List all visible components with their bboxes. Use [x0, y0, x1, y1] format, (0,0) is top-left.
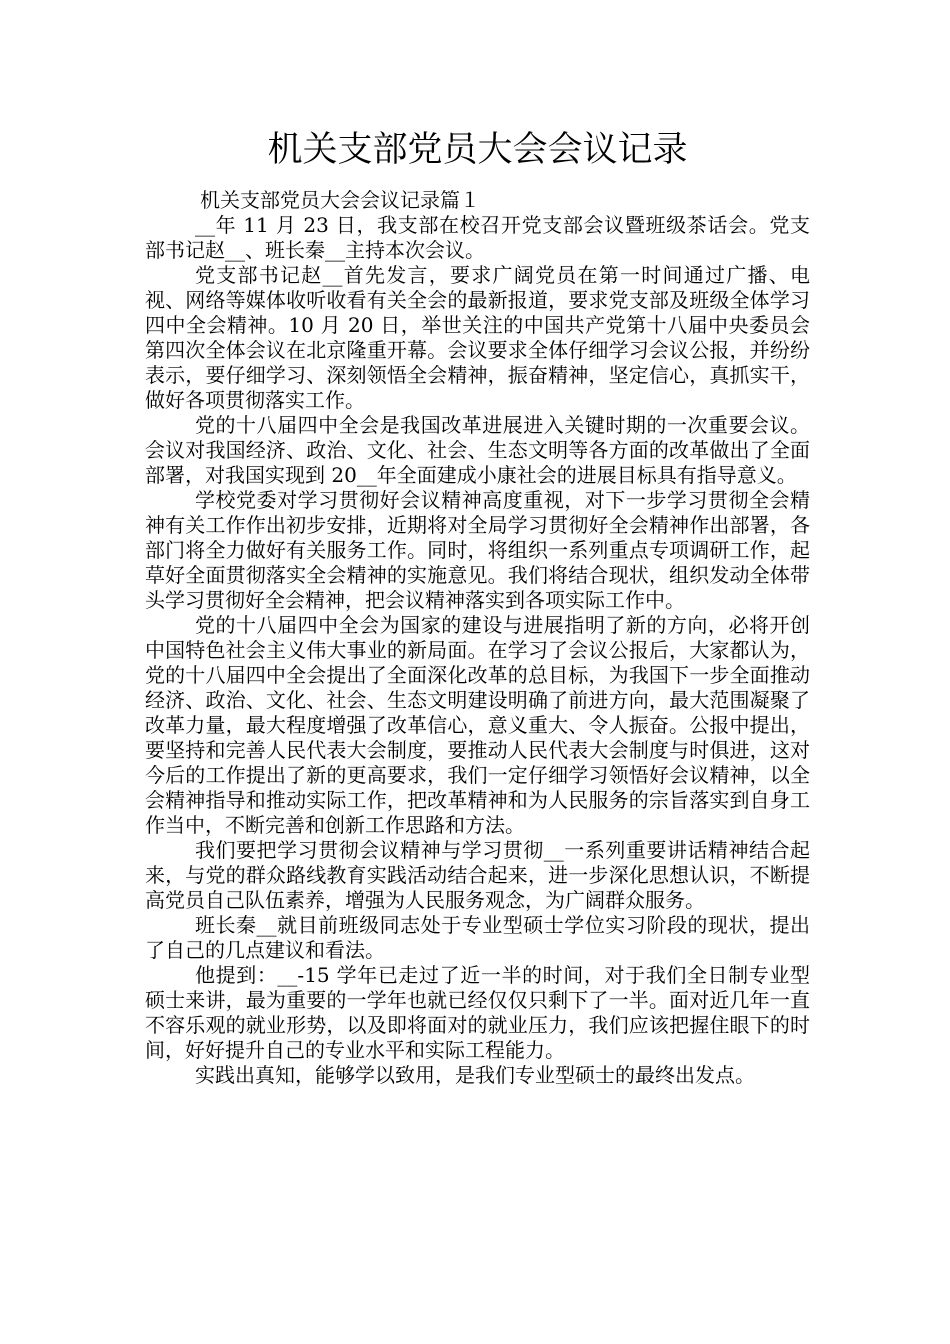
paragraph: 班长秦__就目前班级同志处于专业型硕士学位实习阶段的现状，提出了自己的几点建议和看法。: [145, 913, 810, 962]
paragraph: 他提到：__-15 学年已走过了近一半的时间，对于我们全日制专业型硕士来讲，最为重要的一学年也就已经仅仅只剩下了一半。面对近几年一直不容乐观的就业形势，以及即将面对的就业压力，我们应该把握住眼下的时间，好好提升自己的专业水平和实际工程能力。: [145, 963, 810, 1062]
document-subtitle: 机关支部党员大会会议记录篇１: [200, 188, 480, 212]
paragraph: 党支部书记赵__首先发言，要求广阔党员在第一时间通过广播、电视、网络等媒体收听收看有关全会的最新报道，要求党支部及班级全体学习四中全会精神。10 月 20 日，举世关注的中国共产党第十八届中央委员会第四次全体会议在北京隆重开幕。会议要求全体仔细学习会议公报，并纷纷表示，要仔细学习、深刻领悟全会精神，振奋精神，坚定信心，真抓实干，做好各项贯彻落实工作。: [145, 263, 810, 412]
paragraph: 学校党委对学习贯彻好会议精神高度重视，对下一步学习贯彻全会精神有关工作作出初步安排，近期将对全局学习贯彻好全会精神作出部署，各部门将全力做好有关服务工作。同时，将组织一系列重点专项调研工作，起草好全面贯彻落实全会精神的实施意见。我们将结合现状，组织发动全体带头学习贯彻好全会精神，把会议精神落实到各项实际工作中。: [145, 488, 810, 612]
paragraph: 党的十八届四中全会为国家的建设与进展指明了新的方向，必将开创中国特色社会主义伟大事业的新局面。在学习了会议公报后，大家都认为，党的十八届四中全会提出了全面深化改革的总目标，为我国下一步全面推动经济、政治、文化、社会、生态文明建设明确了前进方向，最大范围凝聚了改革力量，最大程度增强了改革信心，意义重大、令人振奋。公报中提出，要坚持和完善人民代表大会制度，要推动人民代表大会制度与时俱进，这对今后的工作提出了新的更高要求，我们一定仔细学习领悟好会议精神，以全会精神指导和推动实际工作，把改革精神和为人民服务的宗旨落实到自身工作当中，不断完善和创新工作思路和方法。: [145, 613, 810, 837]
paragraph: __年 11 月 23 日，我支部在校召开党支部会议暨班级茶话会。党支部书记赵__、班长秦__主持本次会议。: [145, 213, 810, 262]
document-page: [145, 118, 810, 1088]
document-title: 机关支部党员大会会议记录: [267, 130, 688, 170]
paragraph: 我们要把学习贯彻会议精神与学习贯彻__一系列重要讲话精神结合起来，与党的群众路线教育实践活动结合起来，进一步深化思想认识，不断提高党员自己队伍素养，增强为人民服务观念，为广阔群众服务。: [145, 838, 810, 912]
paragraph: 党的十八届四中全会是我国改革进展进入关键时期的一次重要会议。会议对我国经济、政治、文化、社会、生态文明等各方面的改革做出了全面部署，对我国实现到 20__年全面建成小康社会的进展目标具有指导意义。: [145, 413, 810, 487]
paragraph: 实践出真知，能够学以致用，是我们专业型硕士的最终出发点。: [195, 1063, 755, 1087]
